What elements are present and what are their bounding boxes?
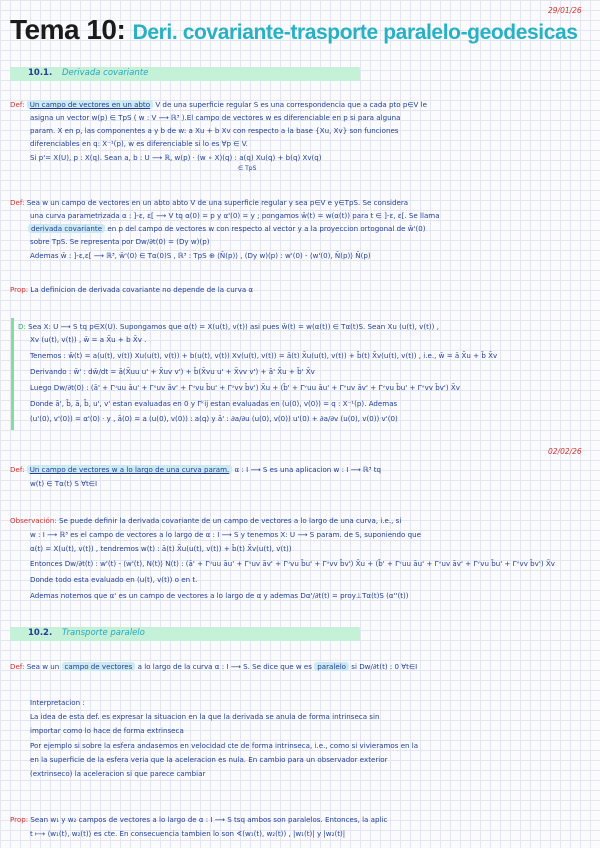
interp-line-4: en la superficie de la esfera veria que la aceleracion es nula. En cambio para un observador exterior	[30, 755, 388, 764]
text: V de una superficie regular S es una correspondencia que a cada pto p∈V le	[155, 100, 427, 109]
definition-term: campo de vectores	[62, 662, 136, 671]
def4-line	[10, 661, 595, 672]
prop-tag: Prop:	[10, 815, 29, 824]
def-tag: Def:	[10, 100, 25, 109]
text: Sea w un	[26, 662, 60, 671]
prop2-line-2: t ⟼ ⟨w₁(t), w₂(t)⟩ es cte. En consecuencia tambien lo son ∢(w₁(t), w₂(t)) , |w₁(t)| y |w₂(t)|	[30, 829, 346, 838]
prop2-line-1	[10, 814, 595, 825]
definition-term: derivada covariante	[28, 224, 105, 233]
obs-line-6: Ademas notemos que α' es un campo de vectores a lo largo de α y ademas Dα'/∂t(t) = proy⊥Tα(t)S (α''(t))	[30, 591, 409, 600]
definition-term: Un campo de vectores en un abto	[27, 100, 153, 109]
proof-line-4: Derivando : w̄' : dw̄/dt = ā(X̄uu u' + X̄uv v') + b̄(X̄vu u' + X̄vv v') + ā' X̄u + b̄' X̄v	[30, 367, 315, 376]
def-tag: Def:	[10, 465, 25, 474]
section-name: Transporte paralelo	[62, 628, 145, 638]
section-header-10-2	[10, 627, 360, 641]
text: en p del campo de vectores w con respecto al vector y a la proyeccion ortogonal de w̄'(0)	[107, 224, 426, 233]
proof-line-2: Xv (u(t), v(t)) , w̄ = a X̄u + b X̄v .	[30, 335, 147, 344]
proof-line-5: Luego Dw/∂t(0) : (ā' + Γᵘuu āu' + Γᵘuv āv' + Γᵘvu b̄u' + Γᵘvv b̄v') X̄u + (b̄' + Γᵛuu āu' + Γᵛuv āv' + Γᵛvu b̄u' + Γᵛvv b̄v') X̄v	[30, 383, 460, 392]
prop-tag: Prop:	[10, 285, 29, 294]
proof-line-3: Tenemos : w̄(t) = a(u(t), v(t)) Xu(u(t), v(t)) + b(u(t), v(t)) Xv(u(t), v(t)) = ā(t) X̄u(u(t), v(t)) + b̄(t) X̄v(u(t), v(t)) , i.e., w̄ = ā X̄u + b̄ X̄v	[30, 351, 498, 360]
def1-line-4: diferenciables en q: X⁻¹(p), w es diferenciable si lo es ∀p ∈ V.	[30, 139, 248, 148]
interp-line-2: importar como lo hace de forma extrinseca	[30, 726, 184, 735]
interp-line-1: La idea de esta def. es expresar la situacion en la que la derivada se anula de forma intrinseca sin	[30, 712, 380, 721]
def1-line-2: asigna un vector w(p) ∈ TpS ( w : V ⟶ ℝ³ ).El campo de vectores w es diferenciable en p si para alguna	[30, 113, 401, 122]
topic-title: Deri. covariante-trasporte paralelo-geodesicas	[132, 21, 578, 44]
prop1-line	[10, 284, 595, 295]
def1-line-5: Si p'= X(U), p : X(q). Sean a, b : U ⟶ ℝ, w(p) · (w ∘ X)(q) : a(q) Xu(q) + b(q) Xv(q)	[30, 153, 322, 162]
definition-term: paralelo	[314, 662, 349, 671]
text: La definicion de derivada covariante no depende de la curva α	[30, 285, 254, 294]
observation-tag: Observación:	[10, 516, 57, 525]
text: si Dw/∂t(t) : 0 ∀t∈I	[351, 662, 418, 671]
text: Sea w un campo de vectores en un abto abto V de una superficie regular y sea p∈V e y∈TpS. Se considera	[26, 198, 409, 207]
proof-line-7: (u'(0), v'(0)) = α'(0) · y , ā(0) = a (u(0), v(0)) : a(q) y ā' : ∂a/∂u (u(0), v(0)) u'(0) + ∂a/∂v (u(0), v(0)) v'(0)	[30, 414, 398, 423]
def1-line-3: param. X en p, las componentes a y b de w: a Xu + b Xv con respecto a la base {Xu, Xv} son funciones	[30, 126, 399, 135]
def2-line-1	[10, 197, 595, 208]
section-number: 10.2.	[28, 628, 53, 638]
definition-term: Un campo de vectores w a lo largo de una curva param.	[27, 465, 233, 474]
date-label: 29/01/26	[548, 6, 582, 15]
def1-line-1	[10, 99, 595, 110]
proof-margin-bar	[11, 318, 14, 430]
proof-tag: D:	[18, 322, 26, 331]
text: Sea X: U ⟶ S tq p∈X(U). Supongamos que α(t) = X(u(t), v(t)) asi pues w̄(t) = w(α(t)) ∈ Tα(t)S. Sean Xu (u(t), v(t)) ,	[28, 322, 439, 331]
def3-line-1	[10, 464, 595, 475]
section-number: 10.1.	[28, 68, 53, 78]
interp-line-3: Por ejemplo si sobre la esfera andasemos en velocidad cte de forma intrinseca, i.e., como si vivieramos en la	[30, 741, 419, 750]
page-title	[10, 14, 578, 46]
def2-line-3	[28, 223, 600, 234]
def1-line-6: ∈ TpS	[238, 165, 257, 172]
obs-line-3: α(t) = X(u(t), v(t)) , tendremos w(t) : ā(t) X̄u(u(t), v(t)) + b̄(t) X̄v(u(t), v(t))	[30, 544, 292, 553]
obs-line-2: w : I ⟶ ℝ³ es el campo de vectores a lo largo de α : I ⟶ S y tenemos X: U ⟶ S param. de S, suponiendo que	[30, 530, 422, 539]
tema-label: Tema 10:	[10, 14, 126, 45]
proof-line-1	[18, 321, 600, 332]
text: Se puede definir la derivada covariante de un campo de vectores a lo largo de una curva, i.e., si	[58, 516, 402, 525]
obs-line-5: Donde todo esta evaluado en (u(t), v(t)) o en t.	[30, 575, 198, 584]
def-tag: Def:	[10, 198, 25, 207]
section-name: Derivada covariante	[62, 68, 149, 78]
obs-line-1	[10, 515, 595, 526]
def3-line-2: w(t) ∈ Tα(t) S ∀t∈I	[30, 479, 98, 488]
def2-line-4: sobre TpS. Se representa por Dw/∂t(0) = (Dy w)(p)	[30, 237, 210, 246]
def2-line-5: Ademas w̄ : ]-ε,ε[ ⟶ ℝ³, w̄'(0) ∈ Tα(0)S , ℝ³ : TpS ⊕ ⟨Ñ(p)⟩ , (Dy w)(p) : w'(0) - ⟨w'(0), Ñ(p)⟩ Ñ(p)	[30, 251, 371, 260]
interp-head: Interpretacion :	[30, 698, 85, 707]
proof-line-6: Donde ā', b̄, ā, b̄, u', v' estan evaluadas en 0 y Γᵏij estan evaluadas en (u(0), v(0)) = q : X⁻¹(p). Ademas	[30, 399, 398, 408]
def2-line-2: una curva parametrizada α : ]-ε, ε[ ⟶ V tq α(0) = p y α'(0) = y ; pongamos w̄(t) = w(α(t)) para t ∈ ]-ε, ε[. Se llama	[30, 211, 440, 220]
obs-line-4: Entonces Dw/∂t(t) : w'(t) - ⟨w'(t), N(t)⟩ N(t) : (ā' + Γᵘuu āu' + Γᵘuv āv' + Γᵘvu b̄u' + Γᵘvv b̄v') X̄u + (b̄' + Γᵛuu āu' + Γᵛuv āv' + Γᵛvu b̄u' + Γᵛvv b̄v') X̄v	[30, 559, 555, 568]
def-tag: Def:	[10, 662, 25, 671]
date-label-2: 02/02/26	[548, 447, 582, 456]
section-header-10-1	[10, 67, 360, 81]
text: α : I ⟶ S es una aplicacion w : I ⟶ ℝ³ tq	[234, 465, 382, 474]
interp-line-5: (extrinseco) la aceleracion si que parece cambiar	[30, 769, 206, 778]
text: Sean w₁ y w₂ campos de vectores a lo largo de α : I ⟶ S tsq ambos son paralelos. Entonces, la aplic	[30, 815, 388, 824]
text: a lo largo de la curva α : I ⟶ S. Se dice que w es	[137, 662, 312, 671]
